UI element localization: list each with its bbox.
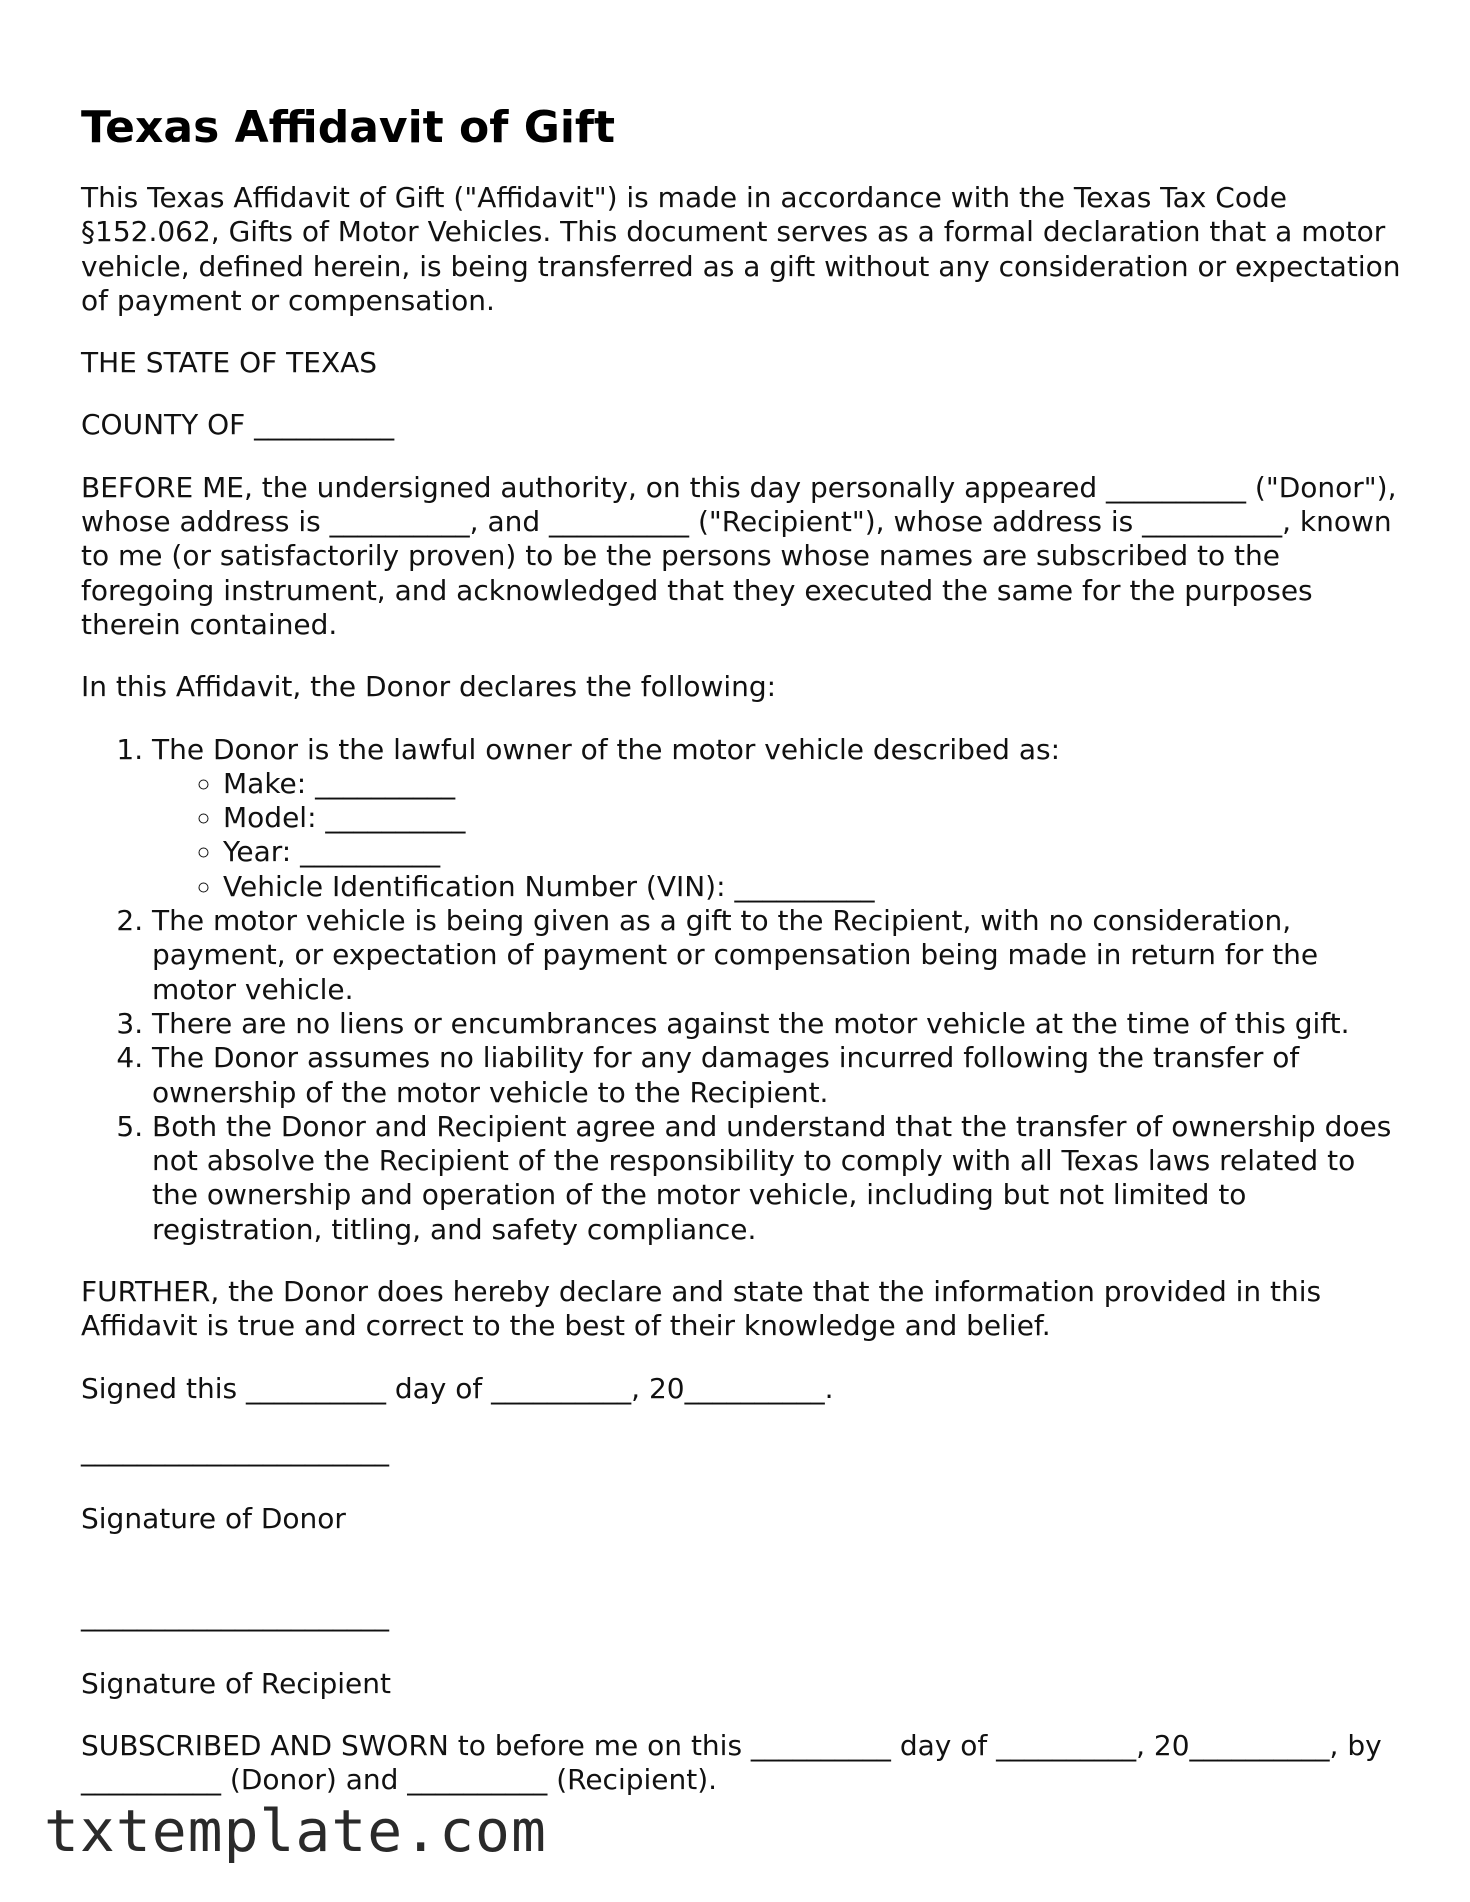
county-line: COUNTY OF __________ <box>81 408 395 442</box>
declarations-intro: In this Affidavit, the Donor declares the following: <box>81 670 777 704</box>
signed-date-line: Signed this __________ day of __________, 20__________. <box>81 1371 834 1405</box>
declaration-item <box>152 733 1401 904</box>
recipient-signature-label: Signature of Recipient <box>81 1666 391 1700</box>
donor-signature-label: Signature of Donor <box>81 1502 346 1536</box>
watermark-logo: txtemplate.com <box>44 1797 547 1865</box>
before-me-paragraph: BEFORE ME, the undersigned authority, on this day personally appeared __________ ("Donor"), whose address is __________, and __________ ("Recipient"), whose address is __________, known to me (or satisfactorily proven) to be the persons whose names are subscribed to the foregoing instrument, and acknowledged that they executed the same for the purposes therein contained. <box>81 470 1397 641</box>
vehicle-make: ◦ Make: __________ <box>223 767 1401 801</box>
donor-signature-line: ______________________ <box>81 1433 389 1467</box>
vehicle-year: ◦ Year: __________ <box>223 835 1401 869</box>
further-paragraph: FURTHER, the Donor does hereby declare and state that the information provided in this Affidavit is true and correct to the best of their knowledge and belief. <box>81 1275 1322 1343</box>
state-heading: THE STATE OF TEXAS <box>81 346 378 380</box>
document-title: Texas Affidavit of Gift <box>81 102 616 153</box>
sworn-paragraph: SUBSCRIBED AND SWORN to before me on this __________ day of __________, 20__________, by __________ (Donor) and __________ (Recipient). <box>81 1729 1382 1797</box>
declaration-text: The Donor is the lawful owner of the motor vehicle described as: <box>152 732 1061 766</box>
declarations-list <box>81 733 1401 1247</box>
recipient-signature-line: ______________________ <box>81 1598 389 1632</box>
declaration-item: 3. There are no liens or encumbrances against the motor vehicle at the time of this gift. <box>152 1007 1401 1041</box>
vehicle-details-list <box>152 767 1401 904</box>
vehicle-model: ◦ Model: __________ <box>223 801 1401 835</box>
declaration-item: 4. The Donor assumes no liability for any damages incurred following the transfer of ownership of the motor vehicle to the Recipient. <box>152 1041 1401 1110</box>
declaration-item: 5. Both the Donor and Recipient agree and understand that the transfer of ownership does not absolve the Recipient of the responsibility to comply with all Texas laws related to the ownership and operation of the motor vehicle, including but not limited to registration, titling, and safety compliance. <box>152 1110 1401 1247</box>
vehicle-vin: ◦ Vehicle Identification Number (VIN): __________ <box>223 870 1401 904</box>
declaration-item: 2. The motor vehicle is being given as a gift to the Recipient, with no consideration, payment, or expectation of payment or compensation being made in return for the motor vehicle. <box>152 904 1401 1007</box>
affidavit-document <box>81 98 1401 1826</box>
intro-paragraph: This Texas Affidavit of Gift ("Affidavit") is made in accordance with the Texas Tax Code §152.062, Gifts of Motor Vehicles. This document serves as a formal declaration that a motor vehicle, defined herein, is being transferred as a gift without any consideration or expectation of payment or compensation. <box>81 181 1401 317</box>
